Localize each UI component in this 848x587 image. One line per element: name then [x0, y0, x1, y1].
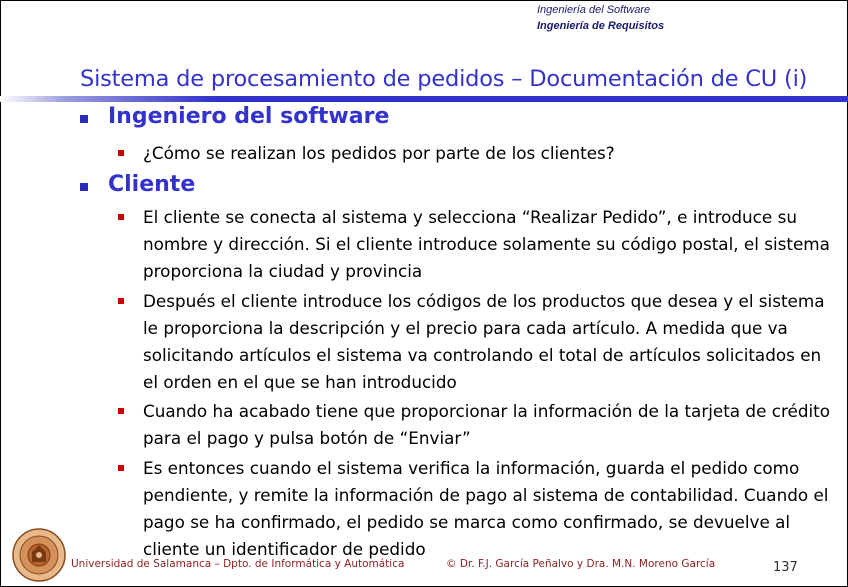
list-item-text: ¿Cómo se realizan los pedidos por parte de los clientes? — [143, 143, 615, 163]
list-item-text: El cliente se conecta al sistema y selecciona “Realizar Pedido”, e introduce su nombre y dirección. Si el cliente introduce solamente su código postal, el sistema proporciona la ciudad y provincia — [143, 207, 830, 281]
section-heading-text: Cliente — [108, 172, 196, 197]
header-topic: Ingeniería de Requisitos — [537, 20, 665, 32]
footer-authors: © Dr. F.J. García Peñalvo y Dra. M.N. Moreno García — [446, 558, 716, 570]
title-underline-bar — [0, 96, 848, 102]
slide-title: Sistema de procesamiento de pedidos – Documentación de CU (i) — [80, 66, 808, 92]
square-bullet-icon — [80, 115, 88, 123]
square-bullet-icon — [118, 150, 124, 156]
square-bullet-icon — [118, 408, 124, 414]
list-item-text: Es entonces cuando el sistema verifica la información, guarda el pedido como pendiente, y remite la información de pago al sistema de contabilidad. Cuando el pago se ha confirmado, el pedido se marca como confirmado, se devuelve al cliente un identificador de pedido — [143, 458, 829, 559]
footer-institution: Universidad de Salamanca – Dpto. de Informática y Automática — [71, 558, 405, 570]
square-bullet-icon — [80, 183, 88, 191]
square-bullet-icon — [118, 298, 124, 304]
list-item-text: Después el cliente introduce los códigos de los productos que desea y el sistema le proporciona la descripción y el precio para cada artículo. A medida que va solicitando artículos el sistema va controlando el total de artículos solicitados en el orden en el que se han introducido — [143, 291, 825, 392]
square-bullet-icon — [118, 465, 124, 471]
list-item-text: Cuando ha acabado tiene que proporcionar la información de la tarjeta de crédito para el pago y pulsa botón de “Enviar” — [143, 401, 830, 448]
section-heading-text: Ingeniero del software — [108, 104, 390, 129]
page-number: 137 — [773, 560, 798, 575]
header-course: Ingeniería del Software — [537, 4, 651, 16]
university-seal-icon — [12, 528, 66, 582]
square-bullet-icon — [118, 214, 124, 220]
